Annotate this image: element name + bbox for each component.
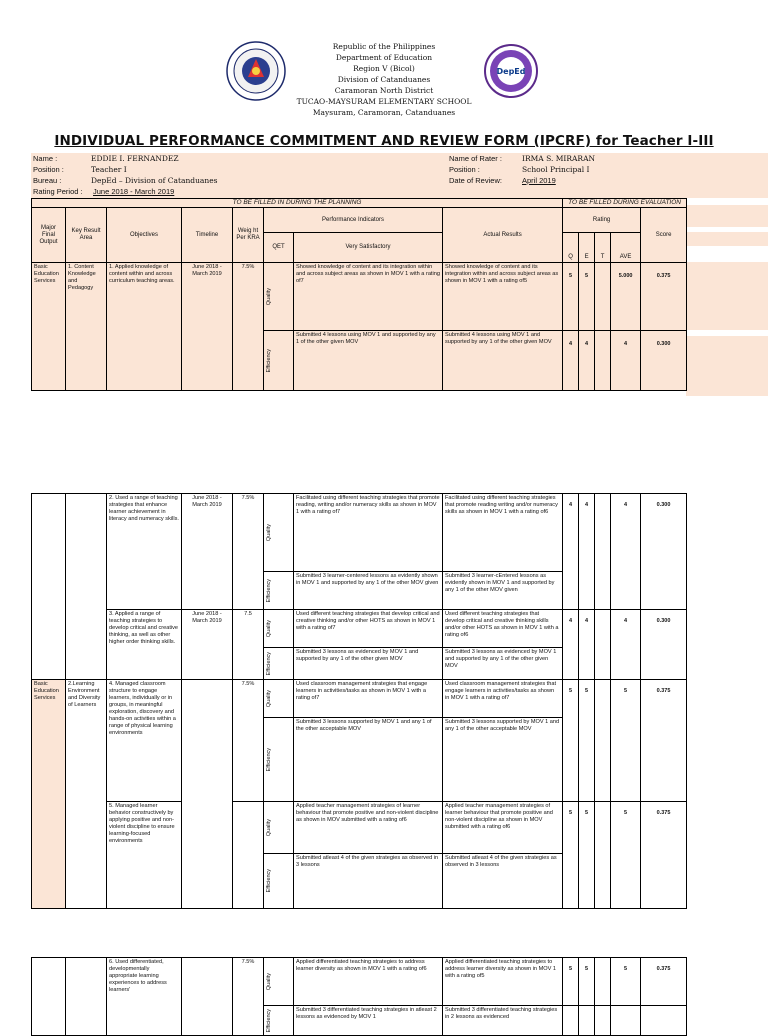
qet-quality-label: Quality [266,523,272,542]
rating-t-cell [595,802,611,909]
right-margin-strip [686,232,768,246]
very-satisfactory-cell: Applied differentiated teaching strategies to address learner diversity as shown in MOV 1 with a rating of6 [294,958,443,1006]
rating-period-value: June 2018 - March 2019 [93,187,175,196]
qet-quality-label: Quality [266,818,272,837]
rating-q-cell: 5 [563,958,579,1006]
rating-e-cell: 5 [579,263,595,331]
right-margin-strip [686,336,768,396]
qet-efficiency-label: Efficiency [266,651,272,676]
timeline-cell: June 2018 - March 2019 [182,610,233,680]
rating-ave-cell: 4 [611,610,641,680]
actual-results-cell: Used different teaching strategies that develop critical and creative thinking skills and/or other HOTS as shown in MOV 1 with a rating of6 [443,610,563,648]
qet-cell [264,610,294,648]
score-cell: 0.375 [641,958,687,1006]
rating-ave-cell: 5 [611,680,641,802]
score-cell: 0.375 [641,263,687,331]
header-line-6: TUCAO-MAYSURAM ELEMENTARY SCHOOL [296,97,472,106]
col-weight: Weig ht Per KRA [233,208,264,263]
name-value: EDDIE I. FERNANDEZ [91,154,179,163]
evaluation-section-header: TO BE FILLED DURING EVALUATION [563,199,687,208]
qet-cell [264,331,294,391]
rating-period-label: Rating Period : [33,187,83,196]
review-date-label: Date of Review: [449,176,502,185]
rating-ave-cell: 5 [611,958,641,1006]
actual-results-cell: Submitted 3 lessons as evidenced by MOV 1 and supported by any 1 of the other given MOV [443,648,563,680]
kra-cell: 1. Content Knowledge and Pedagogy [66,263,107,391]
col-score: Score [641,208,687,263]
qet-efficiency-label: Efficiency [266,1008,272,1033]
mfo-cell [32,494,66,680]
weight-cell: 7.5% [233,263,264,391]
very-satisfactory-cell: Applied teacher management strategies of learner behaviour that promote positive and non-violent discipline as shown in MOV submitted with a rating of6 [294,802,443,854]
qet-cell [264,263,294,331]
very-satisfactory-cell: Used classroom management strategies that engage learners in activities/tasks as shown in MOV 1 with a rating of7 [294,680,443,718]
qet-cell [264,1006,294,1036]
planning-section-header: TO BE FILLED IN DURING THE PLANNING [32,199,563,208]
score-cell: 0.300 [641,610,687,680]
col-kra: Key Result Area [66,208,107,263]
weight-cell: 7.5% [233,494,264,610]
col-t: T [595,233,611,263]
col-ave: AVE [611,233,641,263]
col-rating: Rating [563,208,641,233]
actual-results-cell: Used classroom management strategies that engage learners in activities/tasks as shown in MOV 1 with a rating of7 [443,680,563,718]
col-very-satisfactory: Very Satisfactory [294,233,443,263]
objective-cell: 5. Managed learner behavior constructively by applying positive and non-violent discipline to ensure learning-focused environments [107,802,182,909]
qet-cell [264,680,294,718]
col-qet: QET [264,233,294,263]
objective-cell: 6. Used differentiated, developmentally appropriate learning experiences to address learners' [107,958,182,1036]
col-mfo: Major Final Output [32,208,66,263]
very-satisfactory-cell: Submitted 3 lessons as evidenced by MOV 1 and supported by any 1 of the other given MOV [294,648,443,680]
ipcrf-table-part-3 [31,957,687,1036]
right-margin-strip [686,205,768,227]
header-line-1: Republic of the Philippines [332,42,436,51]
weight-cell: 7.5 [233,610,264,680]
col-e: E [579,233,595,263]
actual-results-cell: Submitted atleast 4 of the given strategies as observed in 3 lessons [443,854,563,909]
actual-results-cell: Applied teacher management strategies of learner behaviour that promote positive and non-violent discipline as shown in MOV submitted with a rating of6 [443,802,563,854]
very-satisfactory-cell: Submitted 3 differentiated teaching strategies in atleast 2 lessons as evidenced by MOV 1 [294,1006,443,1036]
rating-e-cell: 4 [579,331,595,391]
rater-position-label: Position : [449,165,480,174]
col-actual-results: Actual Results [443,208,563,263]
score-cell: 0.375 [641,680,687,802]
rating-t-cell [595,680,611,802]
rating-t-cell [595,494,611,610]
very-satisfactory-cell: Submitted 3 lessons supported by MOV 1 and any 1 of the other acceptable MOV [294,718,443,802]
bureau-label: Bureau : [33,176,62,185]
review-date-value: April 2019 [522,176,556,185]
timeline-cell: June 2018 - March 2019 [182,263,233,391]
employee-info-block [31,153,686,198]
very-satisfactory-cell: Submitted 4 lessons using MOV 1 and supported by any 1 of the other given MOV [294,331,443,391]
qet-quality-label: Quality [266,619,272,638]
header-line-7: Maysuram, Caramoran, Catanduanes [312,108,456,117]
mfo-cell: Basic Education Services [32,263,66,391]
position-label: Position : [33,165,64,174]
ipcrf-table-part-2 [31,493,687,909]
page-title: INDIVIDUAL PERFORMANCE COMMITMENT AND REVIEW FORM (IPCRF) for Teacher I-III [54,133,714,149]
qet-quality-label: Quality [266,287,272,306]
objective-cell: 4. Managed classroom structure to engage learners, individually or in groups, in meaningful exploration, discovery and hands-on activities within a range of physical learning environments [107,680,182,802]
kra-cell [66,494,107,680]
very-satisfactory-cell: Facilitated using different teaching strategies that promote reading, writing and/or numeracy skills as shown in MOV 1 with a rating of7 [294,494,443,572]
qet-cell [264,494,294,572]
col-timeline: Timeline [182,208,233,263]
mfo-cell: Basic Education Services [32,680,66,909]
rating-ave-cell: 5 [611,802,641,909]
rating-e-cell: 5 [579,680,595,802]
weight-cell: 7.5% [233,680,264,802]
rating-q-cell: 5 [563,802,579,909]
header-line-3: Region V (Bicol) [353,64,415,73]
ipcrf-table-part-1 [31,198,687,391]
rater-value: IRMA S. MIRARAN [522,154,596,163]
weight-cell [233,802,264,909]
rating-t-cell [595,331,611,391]
right-margin-strip [686,262,768,330]
rating-ave-cell: 4 [611,494,641,610]
score-cell: 0.300 [641,331,687,391]
objective-cell: 1. Applied knowledge of content within and across curriculum teaching areas. [107,263,182,391]
actual-results-cell: Submitted 3 lessons supported by MOV 1 and any 1 of the other acceptable MOV [443,718,563,802]
qet-efficiency-label: Efficiency [266,747,272,772]
very-satisfactory-cell: Submitted 3 learner-centered lessons as evidently shown in MOV 1 and supported by any 1 of the other MOV given [294,572,443,610]
rating-q-cell: 5 [563,263,579,331]
rating-e-cell: 5 [579,802,595,909]
rating-q-cell: 5 [563,680,579,802]
rating-ave-cell: 4 [611,331,641,391]
rating-e-cell: 5 [579,958,595,1006]
qet-efficiency-label: Efficiency [266,578,272,603]
qet-cell [264,648,294,680]
timeline-cell [182,680,233,909]
actual-results-cell: Submitted 4 lessons using MOV 1 and supported by any 1 of the other given MOV [443,331,563,391]
very-satisfactory-cell: Used different teaching strategies that develop critical and creative thinking and/or other HOTS as shown in MOV 1 with a rating of7 [294,610,443,648]
qet-cell [264,572,294,610]
header-line-4: Division of Catanduanes [337,75,431,84]
actual-results-cell: Facilitated using different teaching strategies that promote reading writing and/or numeracy skills as shown in MOV 1 with a rating of6 [443,494,563,572]
qet-cell [264,802,294,854]
qet-cell [264,958,294,1006]
rater-label: Name of Rater : [449,154,502,163]
rating-q-cell: 4 [563,331,579,391]
header-line-5: Caramoran North District [334,86,434,95]
kra-cell: 2.Learning Environment and Diversity of Learners [66,680,107,909]
qet-quality-label: Quality [266,689,272,708]
qet-quality-label: Quality [266,972,272,991]
actual-results-cell: Applied differentiated teaching strategies to address learner diversity as shown in MOV 1 with a rating of5 [443,958,563,1006]
qet-efficiency-label: Efficiency [266,348,272,373]
rating-q-cell: 4 [563,494,579,610]
name-label: Name : [33,154,58,163]
weight-cell: 7.5% [233,958,264,1036]
col-objectives: Objectives [107,208,182,263]
score-cell: 0.375 [641,802,687,909]
col-q: Q [563,233,579,263]
rating-ave-cell: 5.000 [611,263,641,331]
qet-cell [264,718,294,802]
actual-results-cell: Showed knowledge of content and its integration within and across subject areas as shown in MOV 1 with a rating of5 [443,263,563,331]
rating-t-cell [595,958,611,1006]
position-value: Teacher I [91,165,127,174]
rating-e-cell: 4 [579,494,595,610]
header-line-2: Department of Education [335,53,433,62]
rating-t-cell [595,263,611,331]
qet-efficiency-label: Efficiency [266,869,272,893]
svg-text:DepEd: DepEd [496,67,526,76]
right-margin-strip [686,153,768,198]
score-cell: 0.300 [641,494,687,610]
rating-t-cell [595,610,611,680]
rater-position-value: School Principal I [522,165,590,174]
col-performance-indicators: Performance Indicators [264,208,443,233]
rating-e-cell: 4 [579,610,595,680]
timeline-cell: June 2018 - March 2019 [182,494,233,610]
qet-cell [264,854,294,909]
objective-cell: 2. Used a range of teaching strategies that enhance learner achievement in literacy and numeracy skills. [107,494,182,610]
very-satisfactory-cell: Showed knowledge of content and its integration within and across subject areas as shown in MOV 1 with a rating of7 [294,263,443,331]
actual-results-cell: Submitted 3 learner-cEntered lessons as evidently shown in MOV 1 and supported by any 1 of the other MOV given [443,572,563,610]
bureau-value: DepEd – Division of Catanduanes [91,176,218,185]
objective-cell: 3. Applied a range of teaching strategies to develop critical and creative thinking, as well as other higher order thinking skills. [107,610,182,680]
rating-q-cell: 4 [563,610,579,680]
actual-results-cell: Submitted 3 differentiated teaching strategies in 2 lessons as evidenced [443,1006,563,1036]
very-satisfactory-cell: Submitted atleast 4 of the given strategies as observed in 3 lessons [294,854,443,909]
